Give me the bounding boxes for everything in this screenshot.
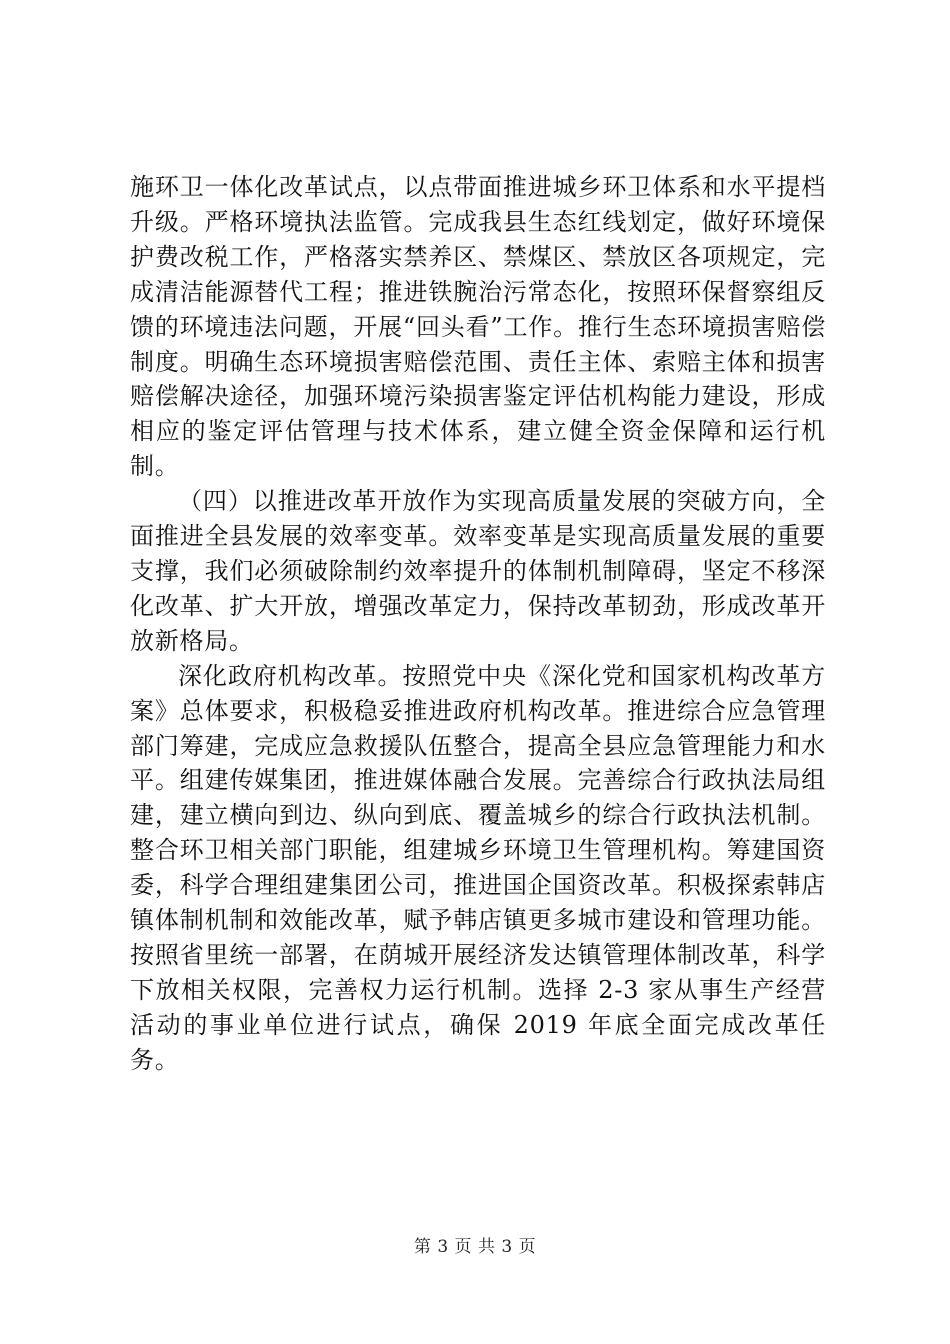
paragraph-3: 深化政府机构改革。按照党中央《深化党和国家机构改革方案》总体要求，积极稳妥推进政府机构改革。推进综合应急管理部门筹建，完成应急救援队伍整合，提高全县应急管理能力和水平。组建传媒集团，推进媒体融合发展。完善综合行政执法局组建，建立横向到边、纵向到底、覆盖城乡的综合行政执法机制。整合环卫相关部门职能，组建城乡环境卫生管理机构。筹建国资委，科学合理组建集团公司，推进国企国资改革。积极探索韩店镇体制机制和效能改革，赋予韩店镇更多城市建设和管理功能。按照省里统一部署，在荫城开展经济发达镇管理体制改革，科学下放相关权限，完善权力运行机制。选择 2-3 家从事生产经营活动的事业单位进行试点，确保 2019 年底全面完成改革任务。 bbox=[130, 661, 826, 1074]
page-footer: 第 3 页 共 3 页 bbox=[413, 1237, 537, 1257]
paragraph-2: （四）以推进改革开放作为实现高质量发展的突破方向，全面推进全县发展的效率变革。效率变革是实现高质量发展的重要支撑，我们必须破除制约效率提升的体制机制障碍，坚定不移深化改革、扩大开放，增强改革定力，保持改革韧劲，形成改革开放新格局。 bbox=[130, 487, 826, 655]
document-body bbox=[130, 170, 826, 1078]
paragraph-1: 施环卫一体化改革试点，以点带面推进城乡环卫体系和水平提档升级。严格环境执法监管。完成我县生态红线划定，做好环境保护费改税工作，严格落实禁养区、禁煤区、禁放区各项规定，完成清洁能源替代工程；推进铁腕治污常态化，按照环保督察组反馈的环境违法问题，开展“回头看”工作。推行生态环境损害赔偿制度。明确生态环境损害赔偿范围、责任主体、索赔主体和损害赔偿解决途径，加强环境污染损害鉴定评估机构能力建设，形成相应的鉴定评估管理与技术体系，建立健全资金保障和运行机制。 bbox=[130, 173, 826, 481]
